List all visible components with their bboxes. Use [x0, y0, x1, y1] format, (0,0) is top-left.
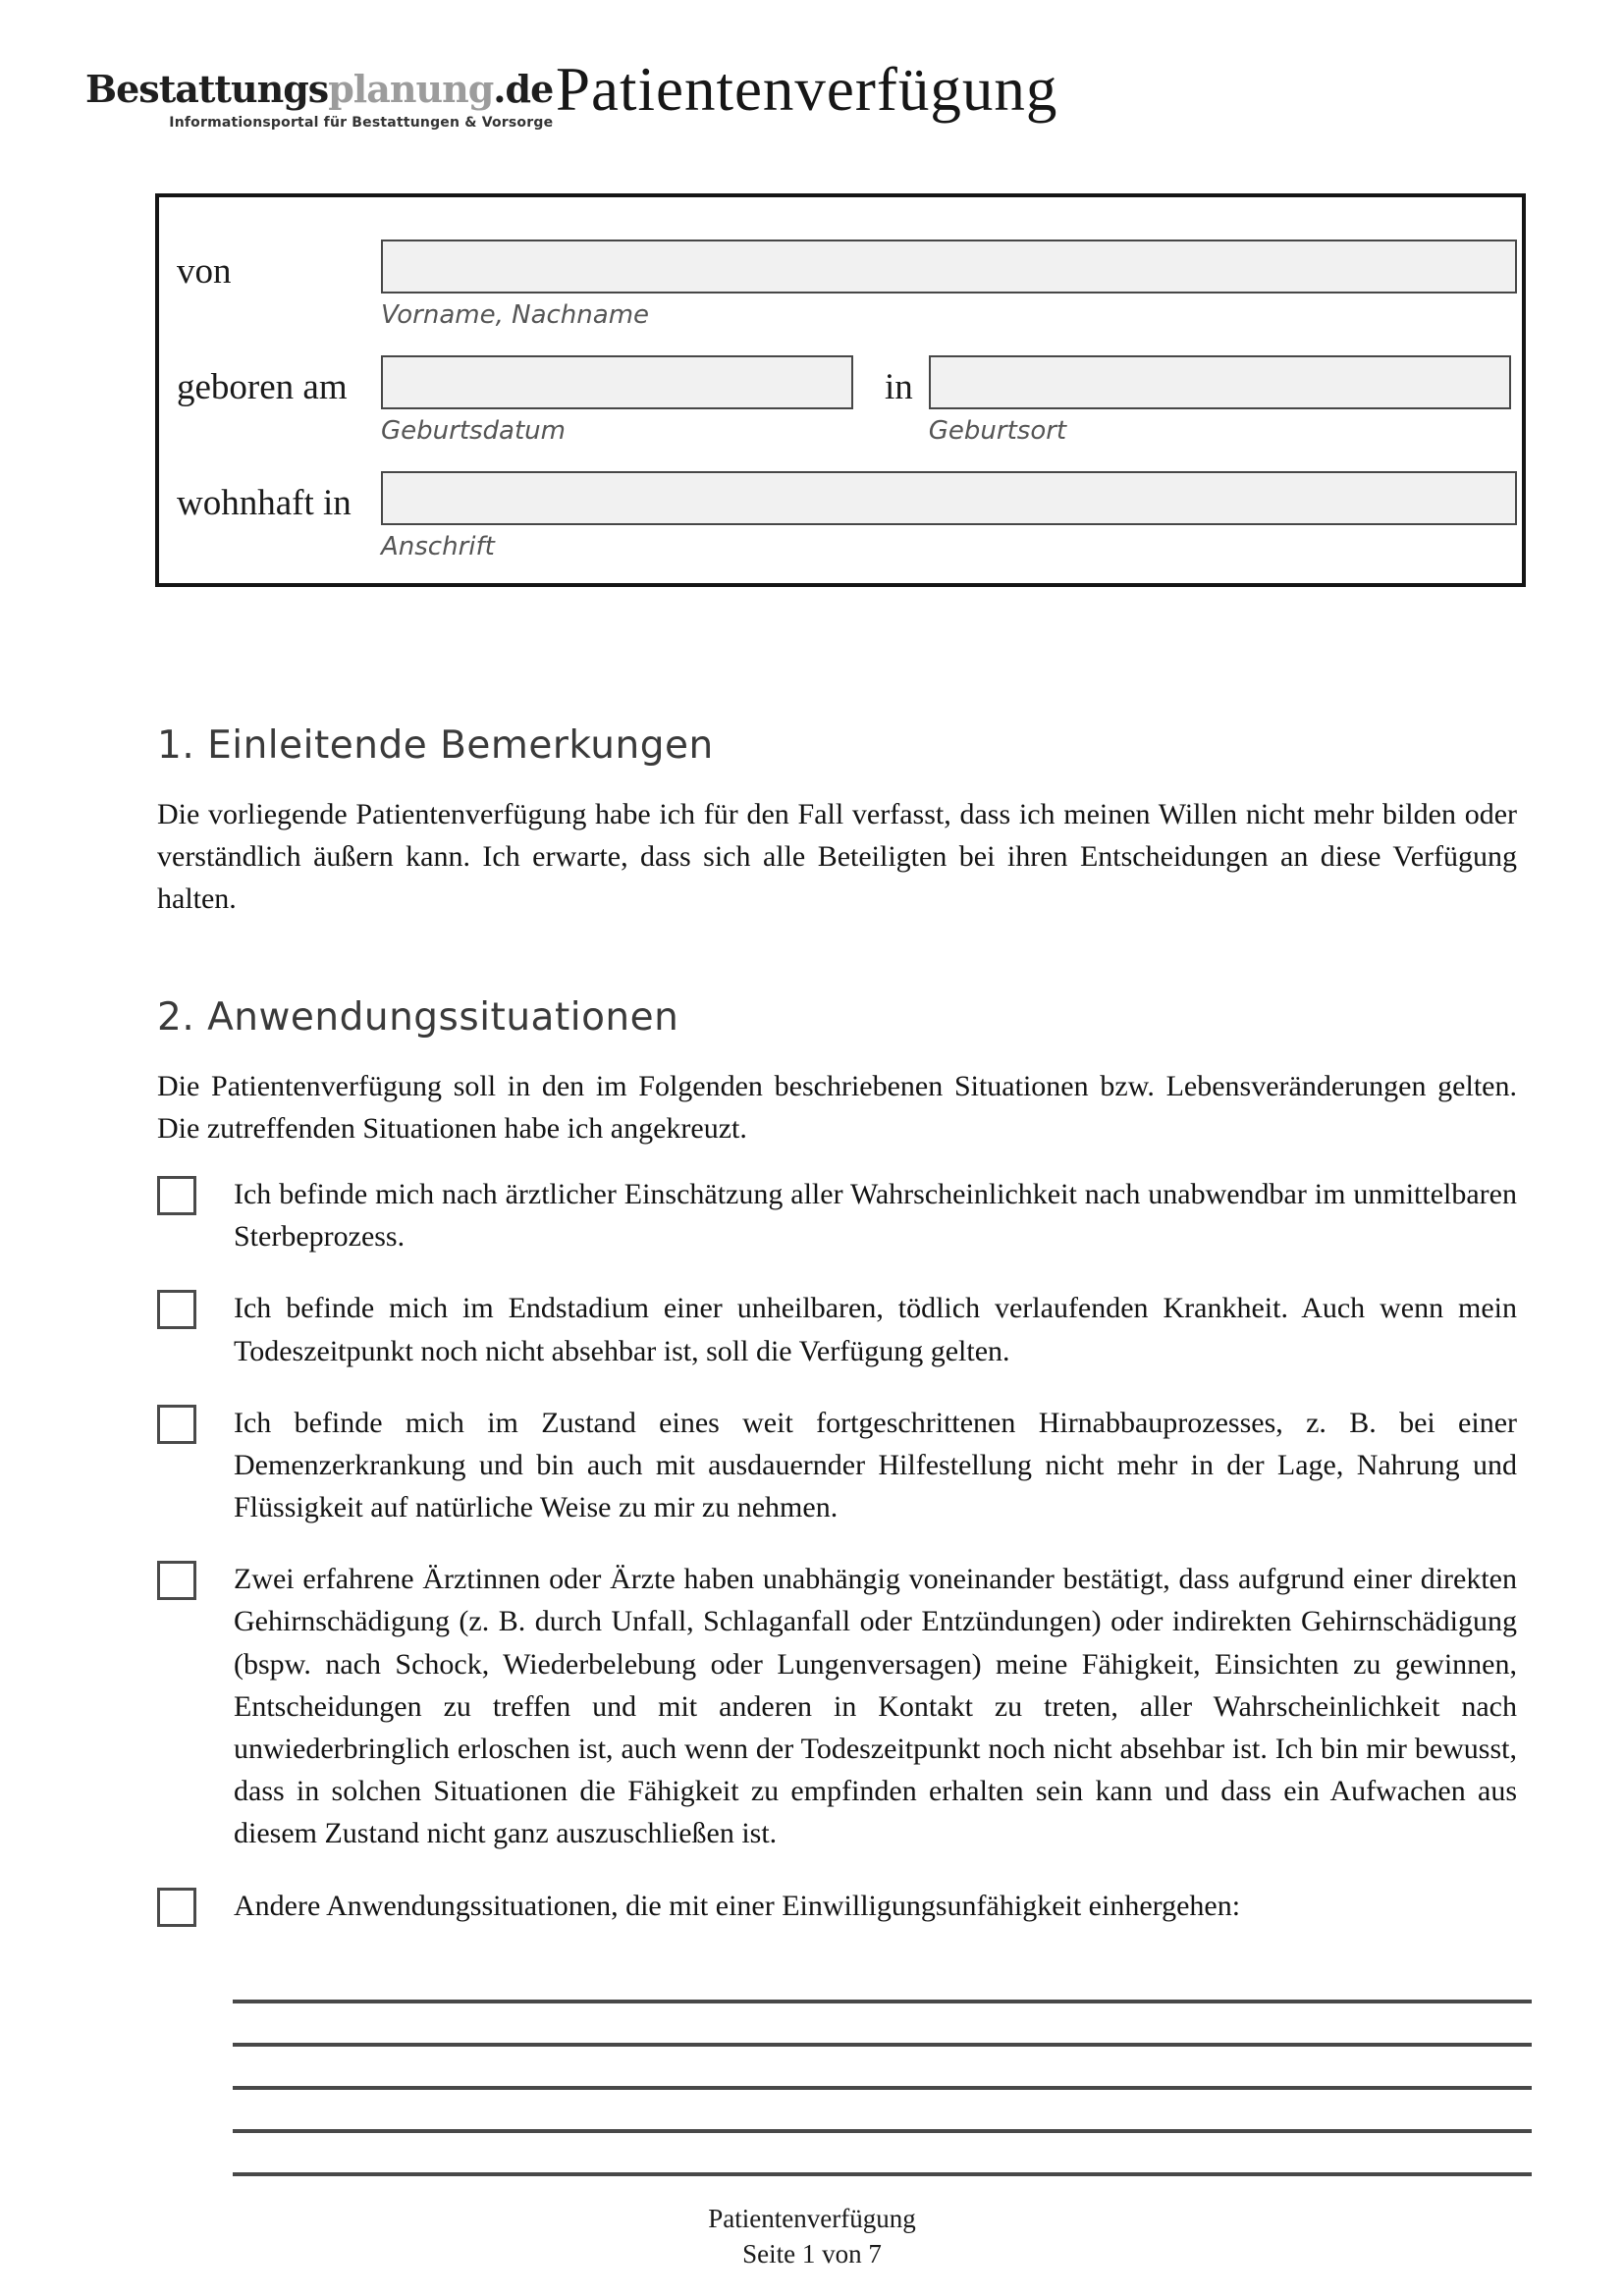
geboren-am-label: geboren am	[177, 367, 348, 407]
situation-checkbox-list	[157, 1173, 1517, 1927]
section-2-paragraph: Die Patientenverfügung soll in den im Folgenden beschriebenen Situationen bzw. Lebensveränderungen gelten. Die zutreffenden Situationen habe ich angekreuzt.	[157, 1069, 1517, 1145]
page-footer	[0, 2202, 1624, 2272]
name-row	[159, 240, 1522, 330]
address-field-group	[381, 471, 1517, 561]
situation-1-label: Ich befinde mich nach ärztlicher Einschätzung aller Wahrscheinlichkeit nach unabwendbar im unmittelbaren Sterbeprozess.	[234, 1177, 1517, 1254]
logo-wordmark	[85, 67, 554, 111]
birth-row	[159, 355, 1522, 446]
address-helper: Anschrift	[381, 532, 495, 561]
name-input[interactable]	[381, 240, 1517, 294]
section-1-heading: 1. Einleitende Bemerkungen	[157, 723, 714, 768]
situation-4-checkbox[interactable]	[157, 1561, 196, 1600]
situation-5-label: Andere Anwendungssituationen, die mit einer Einwilligungsunfähigkeit einhergehen:	[234, 1889, 1241, 1922]
situation-4-label: Zwei erfahrene Ärztinnen oder Ärzte haben unabhängig voneinander bestätigt, dass aufgrund einer direkten Gehirnschädigung (z. B. durch Unfall, Schlaganfall oder Entzündungen) oder indirekten Gehirnschädigung (bspw. nach Schock, Wiederbelebung oder Lungenversagen) meine Fähigkeit, Einsichten zu gewinnen, Entscheidungen zu treffen und mit anderen in Kontakt zu treten, aller Wahrscheinlichkeit nach unwiederbringlich erloschen ist, auch wenn der Todeszeitpunkt noch nicht absehbar ist. Ich bin mir bewusst, dass in solchen Situationen die Fähigkeit zu empfinden erhalten sein kann und dass ein Aufwachen aus diesem Zustand nicht ganz auszuschließen ist.	[234, 1563, 1517, 1850]
situation-item-5	[157, 1885, 1517, 1927]
birthplace-input[interactable]	[929, 355, 1511, 409]
personal-data-box	[155, 193, 1526, 587]
situation-1-checkbox[interactable]	[157, 1176, 196, 1215]
logo-tagline: Informationsportal für Bestattungen & Vorsorge	[169, 115, 554, 131]
situation-item-1	[157, 1173, 1517, 1257]
write-in-line-4	[233, 2090, 1532, 2133]
write-in-line-1	[233, 1960, 1532, 2003]
footer-page-number: Seite 1 von 7	[742, 2239, 882, 2269]
von-label-wrap	[159, 240, 381, 294]
situation-5-checkbox[interactable]	[157, 1888, 196, 1927]
situation-3-label: Ich befinde mich im Zustand eines weit fortgeschrittenen Hirnabbauprozesses, z. B. bei einer Demenzerkrankung und bin auch mit ausdauernder Hilfestellung nicht mehr in der Lage, Nahrung und Flüssigkeit auf natürliche Weise zu mir zu nehmen.	[234, 1406, 1517, 1524]
footer-doc-name: Patientenverfügung	[708, 2204, 916, 2234]
logo-text-bestattungs: Bestattungs	[85, 67, 329, 111]
logo-text-planung: planung	[328, 67, 494, 111]
other-situations-write-in-lines	[233, 1960, 1532, 2176]
write-in-line-5	[233, 2133, 1532, 2176]
birthplace-helper: Geburtsort	[928, 416, 1067, 446]
logo-text-de: .de	[493, 67, 554, 111]
geboren-am-label-wrap	[159, 355, 381, 409]
wohnhaft-label: wohnhaft in	[177, 483, 352, 523]
situation-item-4	[157, 1558, 1517, 1854]
page-title: Patientenverfügung	[556, 55, 1058, 124]
situation-item-3	[157, 1402, 1517, 1529]
write-in-line-2	[233, 2003, 1532, 2047]
birthdate-field-group	[381, 355, 853, 446]
in-label-wrap	[853, 355, 929, 409]
situation-2-checkbox[interactable]	[157, 1290, 196, 1329]
logo	[85, 67, 554, 131]
birthdate-input[interactable]	[381, 355, 853, 409]
situation-2-label: Ich befinde mich im Endstadium einer unheilbaren, tödlich verlaufenden Krankheit. Auch wenn mein Todeszeitpunkt noch nicht absehbar ist, soll die Verfügung gelten.	[234, 1292, 1517, 1367]
situation-3-checkbox[interactable]	[157, 1405, 196, 1444]
wohnhaft-label-wrap	[159, 471, 381, 525]
von-label: von	[177, 251, 232, 292]
section-2-heading: 2. Anwendungssituationen	[157, 994, 679, 1040]
name-helper: Vorname, Nachname	[381, 300, 650, 330]
name-field-group	[381, 240, 1517, 330]
address-input[interactable]	[381, 471, 1517, 525]
birthdate-helper: Geburtsdatum	[381, 416, 566, 446]
birthplace-field-group	[929, 355, 1511, 446]
section-1-paragraph: Die vorliegende Patientenverfügung habe ich für den Fall verfasst, dass ich meinen Willen nicht mehr bilden oder verständlich äußern kann. Ich erwarte, dass sich alle Beteiligten bei ihren Entscheidungen an diese Verfügung halten.	[157, 798, 1517, 916]
situation-item-2	[157, 1287, 1517, 1371]
in-label: in	[885, 367, 913, 407]
address-row	[159, 471, 1522, 561]
main-content	[157, 590, 1517, 2176]
write-in-line-3	[233, 2047, 1532, 2090]
